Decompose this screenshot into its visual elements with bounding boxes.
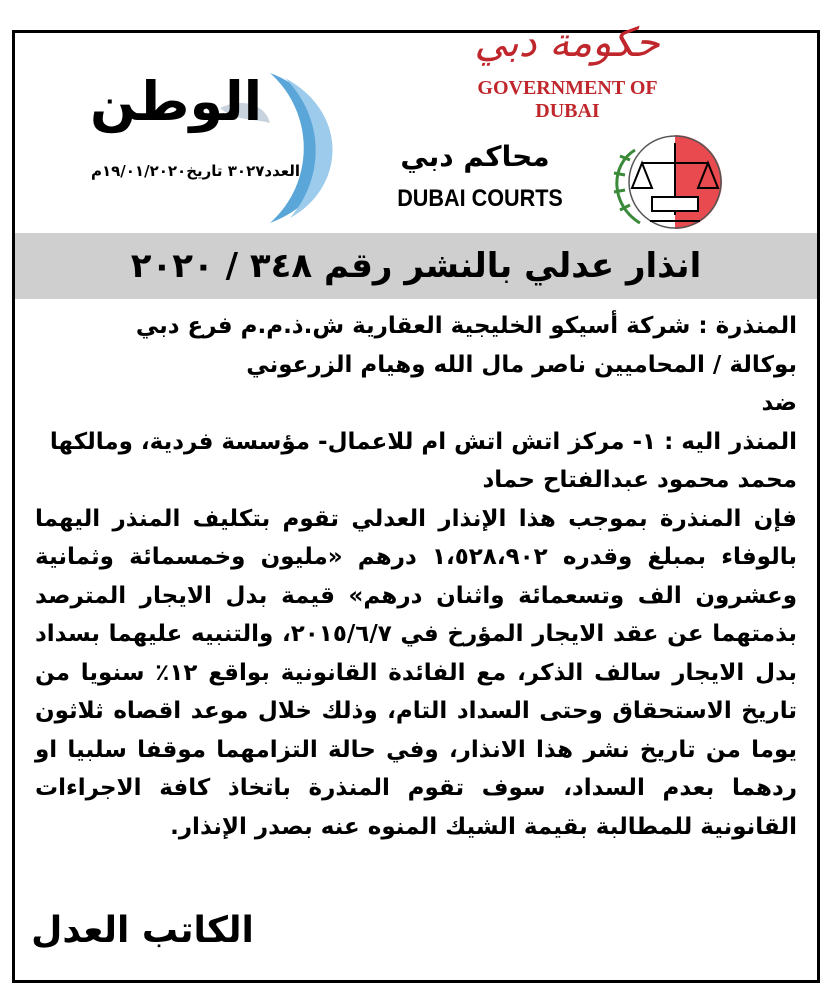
body-line-owner: محمد محمود عبدالفتاح حماد (482, 467, 797, 493)
body-line-versus: ضد (761, 390, 797, 416)
courts-name-en: DUBAI COURTS (397, 185, 563, 212)
body-line-lawyers: بوكالة / المحاميين ناصر مال الله وهيام الزرعوني (246, 351, 797, 378)
issue-date: العدد٣٠٢٧ تاريخ١٩/٠١/٢٠٢٠م (90, 162, 300, 180)
notary-signature: الكاتب العدل (31, 910, 254, 951)
body-line-respondent: المنذر اليه : ١- مركز اتش اتش ام للاعمال- مؤسسة فردية، ومالكها (49, 428, 797, 455)
dubai-courts-scales-icon (580, 135, 770, 230)
notice-title: انذار عدلي بالنشر رقم ٣٤٨ / ٢٠٢٠ (130, 246, 702, 286)
government-name-ar: حكومة دبي (474, 20, 660, 66)
body-line-claimant: المنذرة : شركة أسيكو الخليجية العقارية ش.ذ.م.م فرع دبي (135, 313, 797, 339)
courts-name-ar: محاكم دبي (400, 140, 550, 173)
body-paragraph: فإن المنذرة بموجب هذا الإنذار العدلي تقوم بتكليف المنذر اليهما بالوفاء بمبلغ وقدره ١،٥٢٨،٩٠٢ درهم «مليون وخمسمائة وثمانية وعشرون الف وتسعمائة واثنان درهم» قيمة بدل الايجار المترصد بذمتهما عن عقد الايجار المؤرخ في ٢٠١٥/٦/٧، والتنبيه عليهما بسداد بدل الايجار سالف الذكر، مع الفائدة القانونية بواقع ١٢٪ سنويا من تاريخ الاستحقاق وحتى السداد التام، وذلك خلال موعد اقصاه ثلاثون يوما من تاريخ نشر هذا الانذار، وفي حالة التزامهما موقفا سلبيا او ردهما بعدم السداد، سوف تقوم المنذرة باتخاذ كافة الاجراءات القانونية للمطالبة بقيمة الشيك المنوه عنه بصدر الإنذار. (35, 505, 798, 840)
newspaper-name: الوطن (90, 70, 263, 133)
government-name-en: GOVERNMENT OF DUBAI (477, 77, 658, 122)
notice-body (35, 307, 797, 846)
